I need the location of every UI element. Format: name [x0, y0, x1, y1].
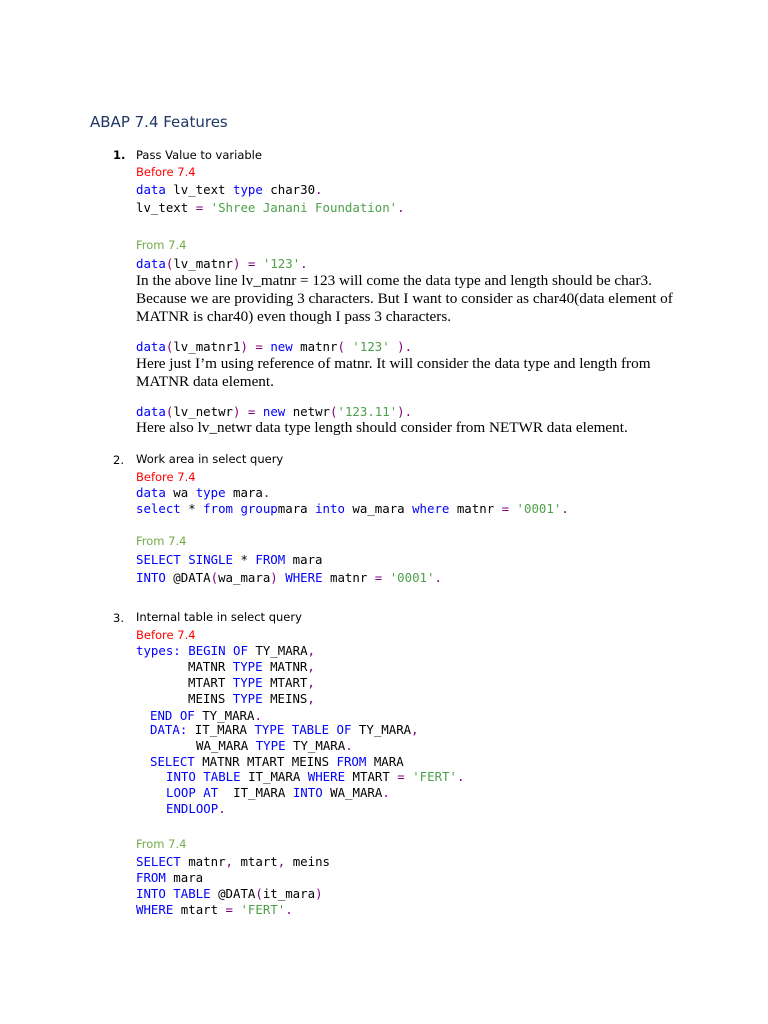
paragraph-line: In the above line lv_matnr = 123 will come the data type and length should be char3.: [136, 272, 652, 289]
paragraph-line: Because we are providing 3 characters. But I want to consider as char40(data element of: [136, 290, 673, 307]
code-line: INTO @DATA(wa_mara) WHERE matnr = '0001'.: [136, 570, 442, 585]
section-heading: Pass Value to variable: [136, 148, 262, 162]
section-number: 2.: [113, 453, 124, 467]
code-line: WHERE mtart = 'FERT'.: [136, 902, 293, 917]
code-line: LOOP AT IT_MARA INTO WA_MARA.: [166, 785, 390, 800]
before-label: Before 7.4: [136, 165, 196, 179]
section-heading: Work area in select query: [136, 452, 284, 466]
code-line: ENDLOOP.: [166, 801, 226, 816]
code-line: MEINS TYPE MEINS,: [188, 691, 315, 706]
code-line: data(lv_matnr1) = new matnr( '123' ).: [136, 339, 413, 354]
section-number: 1.: [113, 148, 126, 162]
code-line: WA_MARA TYPE TY_MARA.: [196, 738, 353, 753]
before-label: Before 7.4: [136, 628, 196, 642]
from-label: From 7.4: [136, 534, 187, 548]
code-line: FROM mara: [136, 870, 204, 885]
code-line: data lv_text type char30.: [136, 182, 323, 197]
code-line: END OF TY_MARA.: [150, 708, 262, 723]
code-line: INTO TABLE IT_MARA WHERE MTART = 'FERT'.: [166, 769, 465, 784]
code-line: MATNR TYPE MATNR,: [188, 659, 315, 674]
code-line: lv_text = 'Shree Janani Foundation'.: [136, 200, 405, 215]
code-line: select * from groupmara into wa_mara where matnr = '0001'.: [136, 501, 569, 516]
section-heading: Internal table in select query: [136, 610, 302, 624]
code-line: SELECT MATNR MTART MEINS FROM MARA: [150, 754, 404, 769]
code-line: DATA: IT_MARA TYPE TABLE OF TY_MARA,: [150, 722, 419, 737]
code-line: SELECT SINGLE * FROM mara: [136, 552, 323, 567]
paragraph-line: Here also lv_netwr data type length should consider from NETWR data element.: [136, 419, 628, 436]
from-label: From 7.4: [136, 837, 187, 851]
code-line: types: BEGIN OF TY_MARA,: [136, 643, 316, 658]
before-label: Before 7.4: [136, 470, 196, 484]
page-title: ABAP 7.4 Features: [90, 113, 228, 131]
code-line: data wa type mara.: [136, 485, 271, 500]
code-line: INTO TABLE @DATA(it_mara): [136, 886, 323, 901]
paragraph-line: MATNR data element.: [136, 373, 274, 390]
paragraph-line: MATNR is char40) even though I pass 3 characters.: [136, 308, 452, 325]
code-line: data(lv_netwr) = new netwr('123.11').: [136, 404, 413, 419]
section-number: 3.: [113, 611, 124, 625]
code-line: MTART TYPE MTART,: [188, 675, 315, 690]
code-line: SELECT matnr, mtart, meins: [136, 854, 330, 869]
from-label: From 7.4: [136, 238, 187, 252]
code-line: data(lv_matnr) = '123'.: [136, 256, 308, 271]
paragraph-line: Here just I’m using reference of matnr. It will consider the data type and length from: [136, 355, 651, 372]
